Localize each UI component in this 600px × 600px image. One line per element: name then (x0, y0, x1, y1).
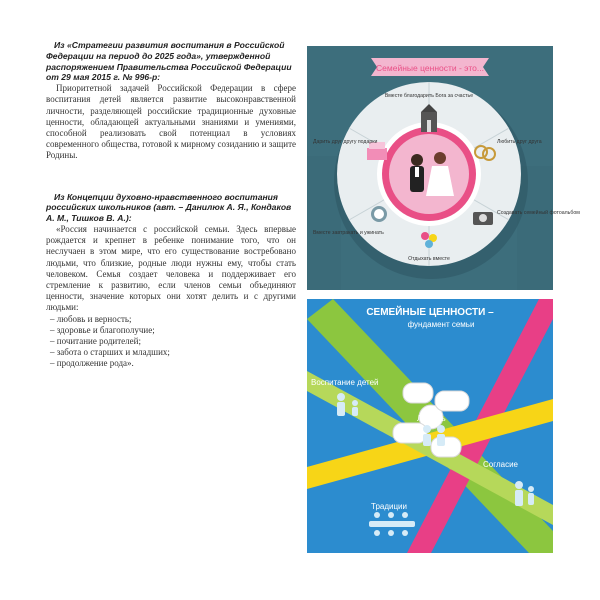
label-love: Любить друг друга (497, 139, 542, 145)
family-values-wheel (307, 46, 580, 290)
camera-icon (473, 212, 493, 225)
strategy-body: Приоритетной задачей Российской Федерации в сфере воспитания детей является развитие высоконравственной личности, разделяющей российские традиционные духовные ценности, обладающей актуальными знаниями и умениями, способной реализовать свой потенциал в условиях современного общества, готовой к мирному созиданию и защите Родины. (46, 83, 296, 161)
label-album: Создавать семейный фотоальбом (497, 210, 580, 216)
list-item: – любовь и верность; (50, 313, 132, 324)
label-gifts: Дарить друг другу подарки (313, 139, 378, 145)
label-rest: Отдыхать вместе (408, 256, 450, 262)
family-values-infographic (307, 46, 580, 290)
family-foundation-infographic (307, 299, 553, 553)
label-upbringing: Воспитание детей (311, 378, 379, 387)
strategy-heading: Из «Стратегии развития воспитания в Российской Федерации на период до 2025 года», утвержденной распоряжением Правительства Российской Федерации от 29 мая 2015 г. № 996-р: (46, 40, 292, 83)
banner (371, 58, 489, 76)
list-item: – продолжение рода». (50, 358, 134, 369)
list-item: – забота о старших и младших; (50, 347, 170, 358)
label-traditions: Традиции (371, 502, 407, 511)
list-item: – почитание родителей; (50, 336, 141, 347)
concept-body: «Россия начинается с российской семьи. Здесь впервые рождается и крепнет в ребенке понимание того, что он неслучаен в этом мире, что его существование востребовано людьми, что близкие, родные люди нужны ему, чтобы стать человеком. Семья создает человека и поддерживает его стремление к развитию, если членов семьи объединяют ценности, значение которых они хотят делить и с другими людьми: (46, 224, 296, 313)
label-harmony: Согласие (483, 460, 519, 469)
label-meals: Вместе завтракать и ужинать (313, 230, 384, 236)
dinner-icon (371, 206, 387, 222)
family-foundation-poster (307, 299, 553, 553)
label-thank: Вместе благодарить Бога за счастье (384, 93, 474, 99)
list-item: – здоровье и благополучие; (50, 324, 155, 335)
poster-title-line2: фундамент семьи (407, 320, 475, 329)
label-love: Любовь (417, 414, 446, 423)
poster-title-line1: СЕМЕЙНЫЕ ЦЕННОСТИ – (366, 307, 494, 318)
text-column (46, 40, 296, 370)
values-list (46, 314, 296, 370)
concept-heading: Из Концепции духовно-нравственного воспитания российских школьников (авт. – Данилюк А. Я., Кондаков А. М., Тишков В. А.): (46, 191, 292, 224)
banner-text: Семейные ценности - это... (376, 63, 484, 73)
